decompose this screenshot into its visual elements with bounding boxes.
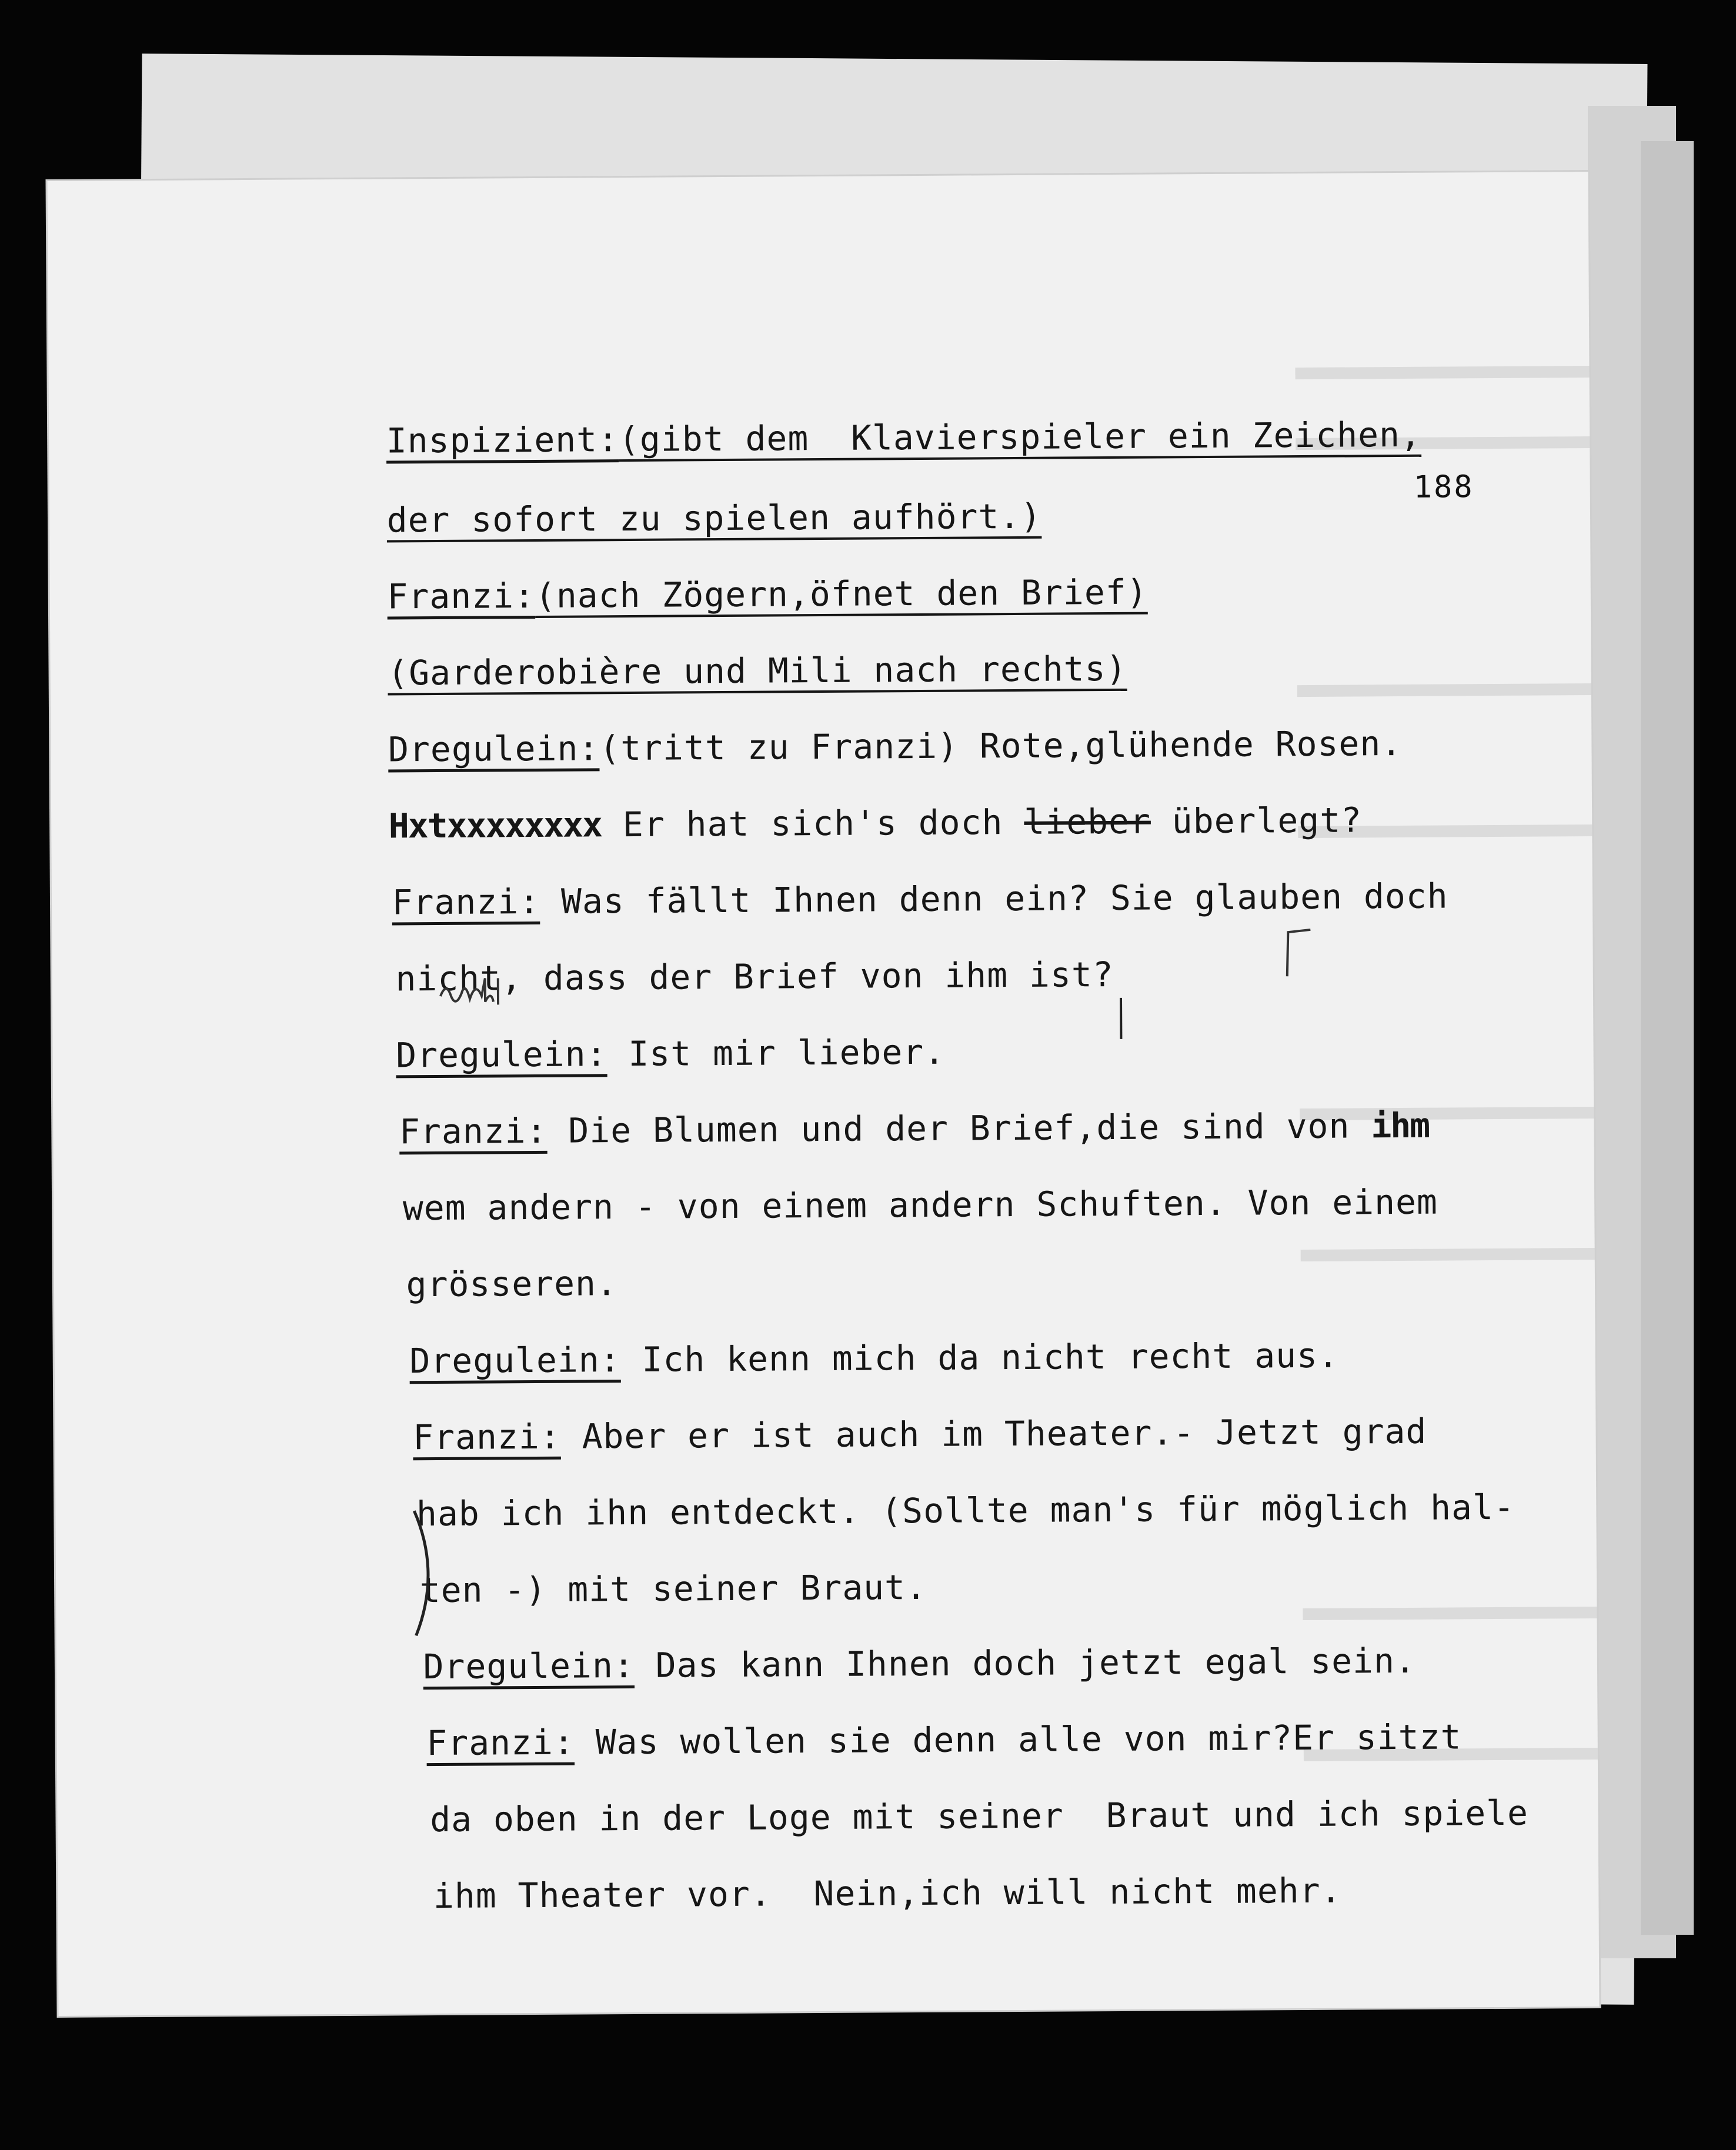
speaker-name: Dregulein: xyxy=(388,728,600,770)
dialogue-text: Ist mir lieber. xyxy=(607,1031,946,1074)
dialogue-text: da oben in der Loge mit seiner Braut und ich spiele xyxy=(430,1792,1529,1840)
speaker-name: Dregulein: xyxy=(423,1645,635,1687)
background-sheet-edge xyxy=(1641,141,1694,1935)
dialogue-text: Er hat sich's doch xyxy=(601,802,1024,845)
dialogue-text: überlegt? xyxy=(1150,800,1363,842)
dialogue-text: Aber er ist auch im Theater.- Jetzt grad xyxy=(560,1411,1427,1457)
dialogue-text: wem andern - von einem andern Schuften. Von einem xyxy=(402,1181,1438,1228)
typescript-page xyxy=(47,172,1599,2016)
page-number: 188 xyxy=(1413,469,1474,505)
dialogue-text: Das kann Ihnen doch jetzt egal sein. xyxy=(634,1640,1417,1685)
dialogue-text: ten -) mit seiner Braut. xyxy=(419,1567,927,1611)
dialogue-text: Was wollen sie denn alle von mir?Er sitzt xyxy=(574,1717,1462,1762)
speaker-name: Franzi: xyxy=(392,881,540,923)
struck-word: lieber xyxy=(1024,801,1151,842)
stage-direction: (Garderobière und Mili nach rechts) xyxy=(388,648,1127,693)
dialogue-text: ihm Theater vor. Nein,ich will nicht mehr. xyxy=(433,1870,1342,1917)
speaker-name: Franzi: xyxy=(426,1722,575,1764)
handwritten-note xyxy=(435,972,529,1020)
speaker-name: Dregulein: xyxy=(396,1034,607,1076)
dialogue-text: Die Blumen und der Brief,die sind von xyxy=(547,1106,1371,1151)
dialogue-text: Was fällt Ihnen denn ein? Sie glauben doch xyxy=(539,876,1448,922)
speaker-name: Dregulein: xyxy=(409,1340,621,1381)
stage-direction: der sofort zu spielen aufhört.) xyxy=(386,496,1042,540)
stage-direction: (nach Zögern,öfnet den Brief) xyxy=(535,572,1148,616)
handwritten-parenthesis xyxy=(408,1505,444,1640)
stage-direction: (gibt dem Klavierspieler ein Zeichen, xyxy=(618,414,1422,460)
struck-text: Hxtxxxxxxxx xyxy=(388,804,602,846)
dialogue-text: Ich kenn mich da nicht recht aus. xyxy=(620,1335,1340,1380)
margin-tick-mark xyxy=(1120,998,1122,1039)
struck-word: ihm xyxy=(1371,1105,1430,1146)
speaker-name: Inspizient: xyxy=(386,419,619,461)
speaker-name: Franzi: xyxy=(387,575,536,617)
dialogue-text: nicht, dass der Brief von ihm ist? xyxy=(395,954,1114,999)
speaker-name: Franzi: xyxy=(413,1416,561,1458)
script-line xyxy=(349,1829,1342,1958)
dialogue-text: hab ich ihn entdeckt. (Sollte man's für möglich hal- xyxy=(416,1487,1515,1534)
dialogue-text: (tritt zu Franzi) Rote,glühende Rosen. xyxy=(599,723,1403,769)
dialogue-text: grösseren. xyxy=(406,1263,618,1305)
speaker-name: Franzi: xyxy=(399,1110,547,1152)
margin-bracket-mark xyxy=(1275,926,1323,979)
